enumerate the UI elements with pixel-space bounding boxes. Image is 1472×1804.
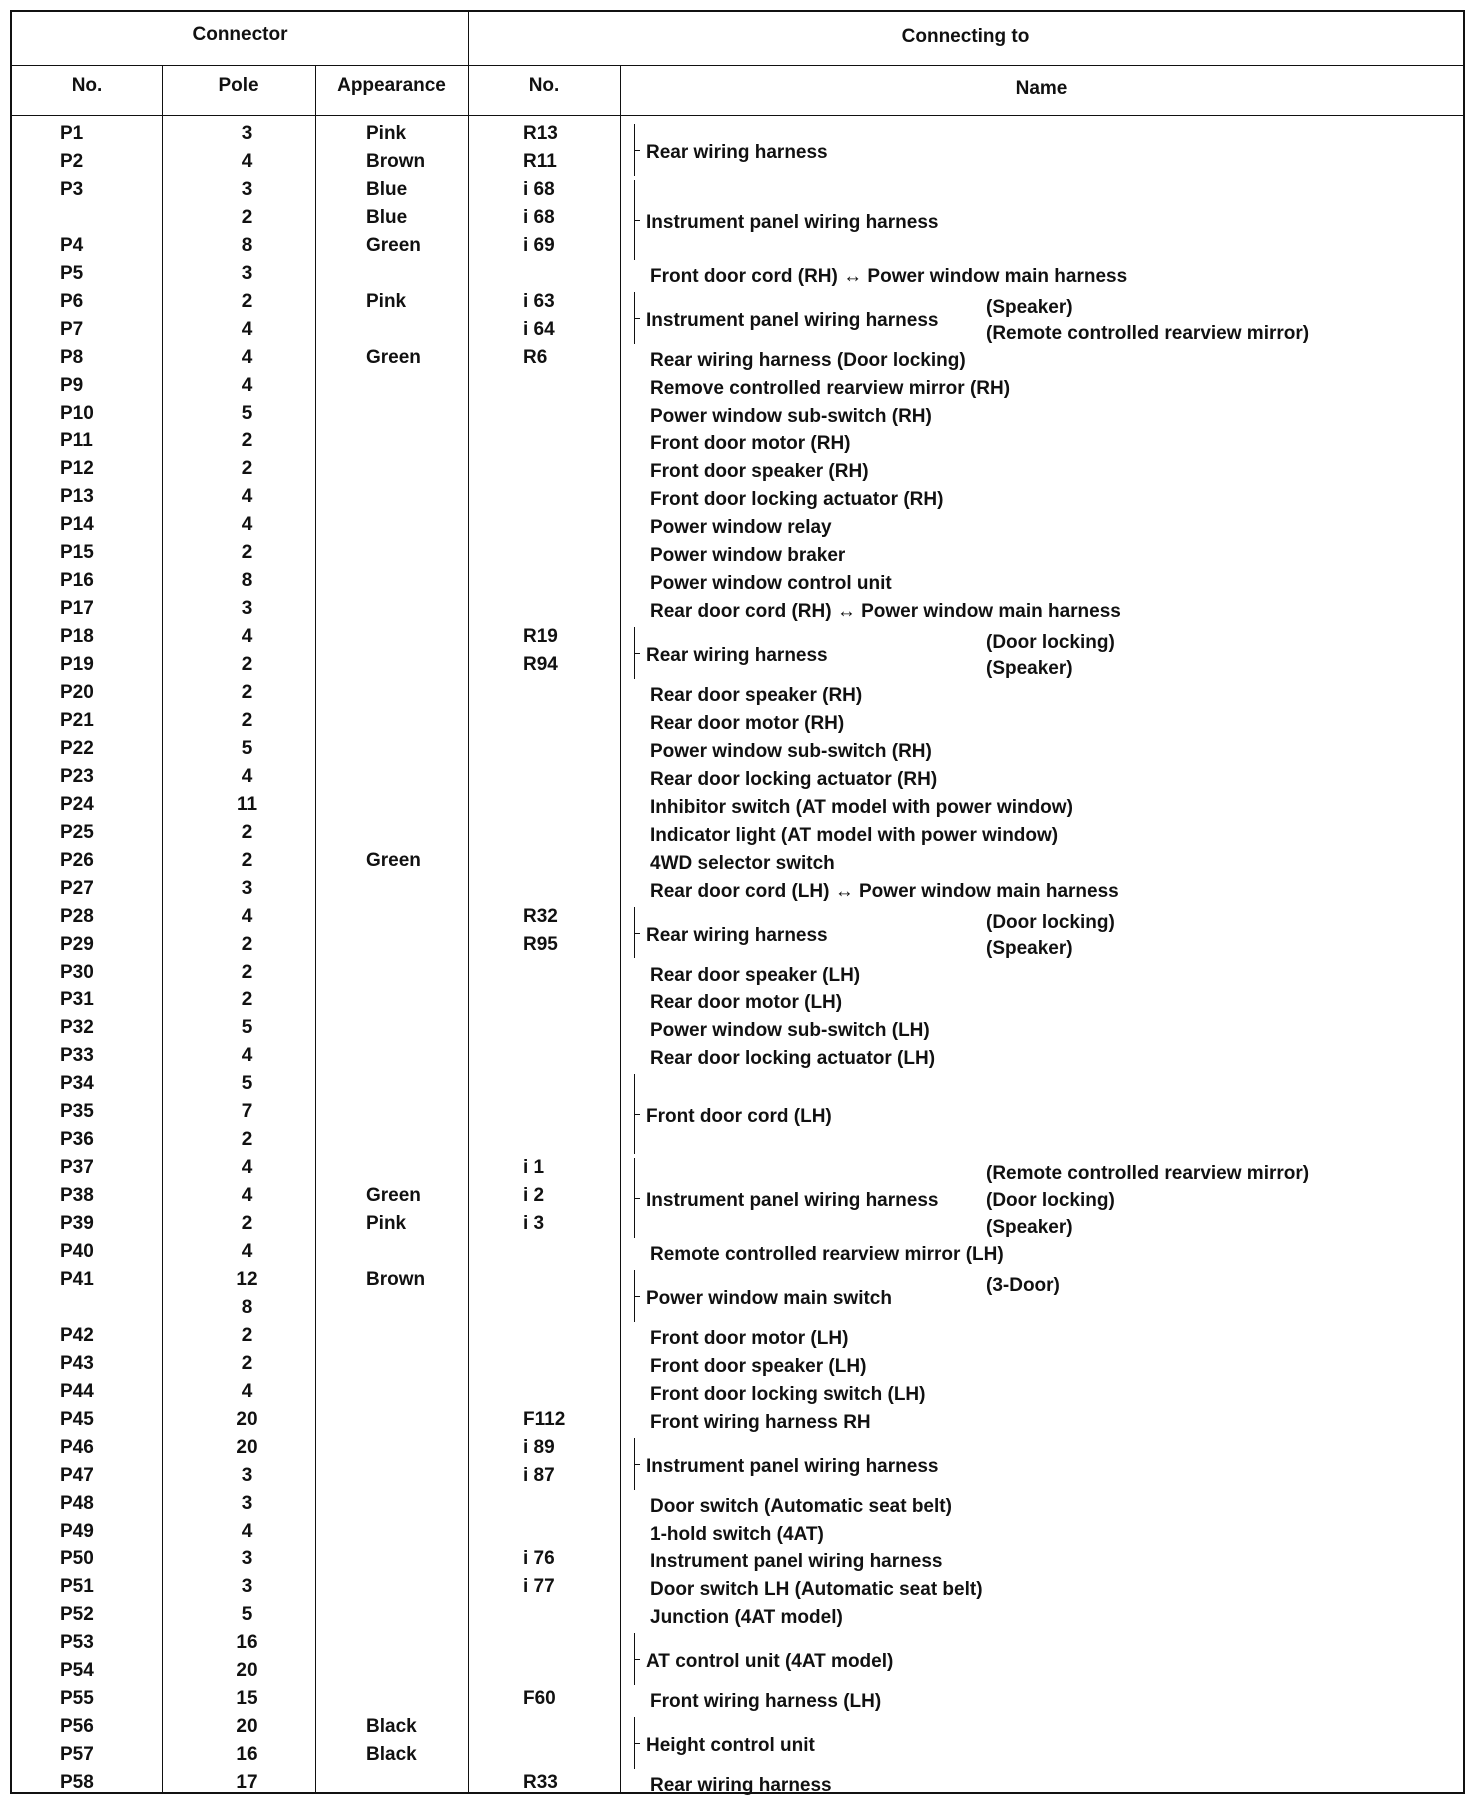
appearance: Brown [366,1268,426,1290]
col-divider-connecting [468,12,469,1792]
connector-no: P51 [60,1576,94,1598]
pole-count: 2 [241,821,253,843]
connector-no: P9 [60,374,84,396]
connecting-name: Remove controlled rearview mirror (RH) [650,377,1011,399]
connector-no: P35 [60,1101,94,1123]
appearance: Black [366,1716,417,1738]
connector-no: P34 [60,1073,94,1095]
connector-no: P16 [60,570,94,592]
pole-count: 4 [241,765,253,787]
connector-no: P24 [60,793,94,815]
pole-count: 2 [241,654,253,676]
pole-count: 4 [241,318,253,340]
connector-no: P38 [60,1185,94,1207]
connecting-no: R19 [523,626,558,648]
connector-no: P11 [60,430,93,452]
connector-no: P15 [60,542,94,564]
group-brace [634,907,641,959]
connecting-name: Front door locking switch (LH) [650,1383,926,1405]
pole-count: 3 [241,262,253,284]
group-brace [634,292,641,344]
pole-count: 5 [241,1073,253,1095]
connector-no: P58 [60,1772,94,1794]
connector-no: P43 [60,1352,94,1374]
pole-count: 2 [241,849,253,871]
connecting-name: Rear wiring harness [650,1775,832,1797]
pole-count: 2 [241,933,253,955]
connecting-no: R11 [523,150,557,172]
group-note: (Door locking) [986,632,1115,654]
connector-no: P21 [60,709,94,731]
connecting-name: Front door motor (RH) [650,433,851,455]
pole-count: 2 [241,961,253,983]
pole-count: 2 [241,989,253,1011]
connecting-no: R95 [523,933,558,955]
group-brace [634,627,641,679]
connecting-name: Front door motor (LH) [650,1327,849,1349]
header-divider-top [12,65,1463,66]
pole-count: 15 [236,1688,258,1710]
connecting-no: R6 [523,346,548,368]
connector-table [10,10,1465,1797]
pole-count: 4 [241,905,253,927]
connecting-name: Power window braker [650,545,846,567]
pole-count: 2 [241,458,253,480]
connecting-no: i 68 [523,206,555,228]
connecting-no: i 77 [523,1576,555,1598]
header-connector: Connector [192,24,288,45]
connecting-no: R33 [523,1772,558,1794]
pole-count: 2 [241,682,253,703]
connecting-no: i 2 [523,1185,545,1207]
connecting-name: Instrument panel wiring harness [650,1551,943,1573]
appearance: Blue [366,178,408,200]
header-appearance: Appearance [337,75,446,96]
connector-no: P29 [60,933,94,955]
connector-no: P56 [60,1716,94,1738]
connecting-name: Inhibitor switch (AT model with power window) [650,796,1073,818]
connecting-no: F60 [523,1688,556,1710]
connector-no: P55 [60,1688,94,1710]
connector-no: P26 [60,849,94,871]
connecting-name: 1-hold switch (4AT) [650,1523,824,1545]
connector-no: P30 [60,961,94,983]
header-divider-bottom [12,115,1463,116]
header-name: Name [1015,78,1068,99]
connecting-no: i 64 [523,318,555,340]
connecting-no: R32 [523,905,558,927]
pole-count: 3 [241,123,253,144]
connecting-no: i 1 [523,1157,545,1179]
connector-no: P46 [60,1436,94,1458]
pole-count: 11 [236,793,258,815]
connecting-no: i 87 [523,1464,555,1486]
connecting-name: Rear door cord (RH) ↔ Power window main harness [650,601,1121,623]
appearance: Brown [366,150,426,172]
pole-count: 5 [241,1017,253,1039]
connector-no: P28 [60,905,94,927]
pole-count: 4 [241,346,253,368]
connector-no: P47 [60,1464,94,1486]
group-label: Front door cord (LH) [646,1106,832,1128]
pole-count: 20 [236,1716,258,1738]
connecting-name: Door switch (Automatic seat belt) [650,1495,952,1517]
connecting-name: 4WD selector switch [650,852,835,874]
pole-count: 4 [241,1520,253,1542]
group-label: Instrument panel wiring harness [646,211,939,233]
pole-count: 20 [236,1408,258,1430]
connecting-no: R13 [523,123,558,144]
group-brace [634,1438,641,1490]
pole-count: 3 [241,178,253,200]
appearance: Green [366,346,421,368]
connecting-no: i 63 [523,290,555,312]
col-divider-pole [162,65,163,1792]
connector-no: P27 [60,877,94,899]
connector-no: P13 [60,486,94,508]
group-label: Rear wiring harness [646,924,828,946]
col-divider-name [620,65,621,1792]
group-brace [634,1633,641,1685]
connecting-name: Door switch LH (Automatic seat belt) [650,1579,983,1601]
connecting-name: Front door locking actuator (RH) [650,489,944,511]
connector-no: P25 [60,821,94,843]
pole-count: 5 [241,1604,253,1626]
pole-count: 2 [241,290,253,312]
connector-no: P5 [60,262,84,284]
connecting-no: i 89 [523,1436,555,1458]
connecting-name: Power window relay [650,517,832,539]
group-note: (Speaker) [986,296,1073,318]
pole-count: 3 [241,598,253,620]
connector-no: P37 [60,1157,94,1179]
connecting-name: Rear door cord (LH) ↔ Power window main harness [650,880,1119,902]
appearance: Green [366,234,421,256]
pole-count: 2 [241,1324,253,1346]
group-label: AT control unit (4AT model) [646,1651,894,1673]
appearance: Pink [366,123,407,144]
connecting-name: Remote controlled rearview mirror (LH) [650,1244,1004,1265]
group-label: Instrument panel wiring harness [646,1455,939,1477]
pole-count: 16 [236,1744,258,1766]
connecting-no: i 76 [523,1548,555,1570]
connector-no: P12 [60,458,94,480]
pole-count: 5 [241,402,253,424]
group-note: (Remote controlled rearview mirror) [986,322,1310,344]
group-brace [634,1270,641,1322]
pole-count: 20 [236,1660,258,1682]
group-brace [634,1158,641,1238]
group-note: (Door locking) [986,911,1115,933]
connector-no: P39 [60,1213,94,1235]
group-note: (Speaker) [986,658,1073,680]
appearance: Pink [366,290,407,312]
pole-count: 3 [241,1576,253,1598]
connector-no: P48 [60,1492,94,1514]
group-note: (Speaker) [986,937,1073,959]
connector-no: P7 [60,318,84,340]
connecting-name: Indicator light (AT model with power window) [650,824,1059,846]
connector-no: P41 [60,1268,94,1290]
connecting-no: i 68 [523,178,555,200]
pole-count: 4 [241,150,253,172]
pole-count: 16 [236,1632,258,1654]
connector-no: P45 [60,1408,94,1430]
connecting-name: Front door speaker (LH) [650,1355,867,1377]
group-note: (Remote controlled rearview mirror) [986,1163,1310,1185]
header-pole: Pole [218,75,259,96]
connecting-no: F112 [523,1408,566,1430]
connector-no: P53 [60,1632,94,1654]
connecting-name: Front door speaker (RH) [650,461,869,483]
connector-no: P17 [60,598,94,620]
pole-count: 2 [241,542,253,564]
group-note: (Door locking) [986,1190,1115,1212]
connecting-name: Rear door motor (LH) [650,992,843,1014]
connecting-name: Rear door speaker (LH) [650,964,861,986]
group-label: Instrument panel wiring harness [646,309,939,331]
appearance: Green [366,1185,421,1207]
pole-count: 4 [241,1380,253,1402]
connecting-name: Rear door locking actuator (LH) [650,1048,936,1070]
group-brace [634,124,641,176]
connecting-no: i 69 [523,234,555,256]
pole-count: 8 [241,234,253,256]
pole-count: 20 [236,1436,258,1458]
pole-count: 8 [241,570,253,592]
appearance: Black [366,1744,417,1766]
connector-no: P32 [60,1017,94,1039]
connector-no: P36 [60,1129,94,1151]
connector-no: P23 [60,765,94,787]
pole-count: 2 [241,709,253,731]
connecting-name: Power window sub-switch (RH) [650,405,932,427]
connector-no: P18 [60,626,94,648]
appearance: Pink [366,1213,407,1235]
group-label: Instrument panel wiring harness [646,1190,939,1212]
connecting-name: Rear door locking actuator (RH) [650,768,938,790]
connecting-name: Power window control unit [650,573,892,595]
connecting-name: Rear wiring harness (Door locking) [650,349,966,371]
pole-count: 3 [241,877,253,899]
pole-count: 2 [241,206,253,228]
group-label: Power window main switch [646,1287,892,1309]
connector-no: P40 [60,1241,94,1262]
connector-no: P4 [60,234,84,256]
connector-no: P54 [60,1660,94,1682]
group-brace [634,1717,641,1769]
connector-no: P57 [60,1744,94,1766]
group-label: Rear wiring harness [646,141,828,163]
pole-count: 3 [241,1464,253,1486]
pole-count: 3 [241,1492,253,1514]
pole-count: 12 [236,1268,258,1290]
connecting-name: Front wiring harness RH [650,1411,871,1433]
connecting-name: Junction (4AT model) [650,1607,843,1629]
connecting-name: Front door cord (RH) ↔ Power window main harness [650,265,1128,287]
pole-count: 4 [241,514,253,536]
connector-no: P8 [60,346,84,368]
connector-no: P22 [60,737,94,759]
connector-no: P1 [60,123,84,144]
connector-no: P3 [60,178,84,200]
pole-count: 4 [241,1157,253,1179]
pole-count: 8 [241,1296,253,1318]
connector-no: P52 [60,1604,94,1626]
group-label: Rear wiring harness [646,645,828,667]
connecting-name: Rear door motor (RH) [650,712,845,734]
header-no: No. [71,75,103,96]
pole-count: 5 [241,737,253,759]
connecting-name: Power window sub-switch (RH) [650,740,932,762]
connector-no: P44 [60,1380,94,1402]
group-label: Height control unit [646,1735,815,1757]
group-note: (Speaker) [986,1216,1073,1238]
connector-no: P42 [60,1324,94,1346]
header-connecting-to: Connecting to [901,26,1030,47]
pole-count: 2 [241,1213,253,1235]
pole-count: 4 [241,1241,253,1262]
connector-no: P20 [60,682,94,703]
connecting-name: Power window sub-switch (LH) [650,1020,930,1042]
connector-no: P14 [60,514,94,536]
connecting-name: Front wiring harness (LH) [650,1691,882,1713]
pole-count: 2 [241,1129,253,1151]
pole-count: 4 [241,1185,253,1207]
appearance: Green [366,849,421,871]
pole-count: 17 [236,1772,258,1794]
appearance: Blue [366,206,408,228]
pole-count: 4 [241,1045,253,1067]
connector-no: P19 [60,654,94,676]
connector-no: P6 [60,290,84,312]
pole-count: 3 [241,1548,253,1570]
pole-count: 7 [241,1101,253,1123]
connecting-no: i 3 [523,1213,545,1235]
col-divider-appearance [315,65,316,1792]
pole-count: 4 [241,374,253,396]
header-connecting-no: No. [528,75,560,96]
group-brace [634,1074,641,1154]
group-note: (3-Door) [986,1274,1060,1296]
connector-no: P50 [60,1548,94,1570]
pole-count: 2 [241,430,253,452]
pole-count: 4 [241,626,253,648]
connector-no: P49 [60,1520,94,1542]
connecting-no: R94 [523,654,558,676]
pole-count: 4 [241,486,253,508]
group-brace [634,180,641,260]
connector-no: P2 [60,150,84,172]
pole-count: 2 [241,1352,253,1374]
connecting-name: Rear door speaker (RH) [650,685,863,706]
connector-no: P10 [60,402,94,424]
connector-no: P33 [60,1045,94,1067]
connector-no: P31 [60,989,94,1011]
